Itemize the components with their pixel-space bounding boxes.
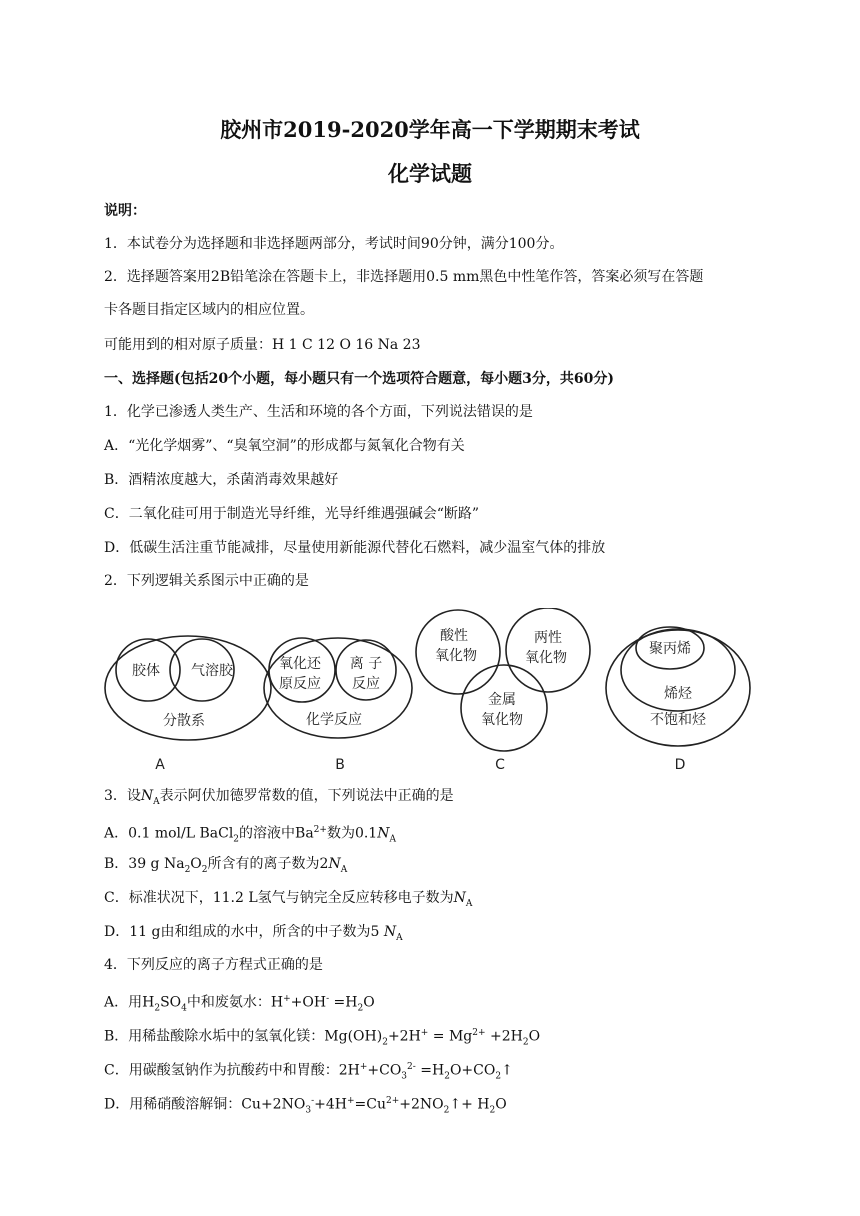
q4-option-c: C．用碳酸氢钠作为抗酸药中和胃酸：$2H^++CO_3^{2-}$ $=H_2O+CO_2↑$	[104, 1062, 513, 1082]
diagB-label-c1a: 氧化还	[279, 656, 321, 672]
diagD-label-mid: 烯烃	[664, 686, 692, 702]
q1-option-b: B．酒精浓度越大，杀菌消毒效果越好	[104, 472, 339, 488]
diagA-label-outer: 分散系	[163, 713, 205, 729]
logic-diagram	[100, 608, 760, 778]
diagC-label-c1a: 酸性	[440, 628, 468, 644]
diagA-label-c1: 胶体	[132, 663, 160, 679]
diagB-label-c2b: 反应	[352, 676, 380, 692]
diagD-label-inner: 聚丙烯	[649, 641, 691, 657]
diagB-label-c2a: 离 子	[349, 656, 383, 672]
q4-option-d: D．用稀硝酸溶解铜：$Cu+2NO_3^-+4H^+=Cu^{2+}+2NO_2↑+ H_2O$	[104, 1096, 507, 1116]
q3-option-a: A．0.1 mol/L BaCl$_2$的溶液中$Ba^{2+}$数为$0.1N_A$	[104, 825, 396, 845]
note-2b: 卡各题目指定区域内的相应位置。	[104, 302, 314, 318]
q4-stem: 4．下列反应的离子方程式正确的是	[104, 957, 323, 973]
diagA-label-c2: 气溶胶	[191, 663, 233, 679]
diagC-label-c2a: 两性	[534, 630, 562, 646]
q3-option-b: B．39 g $Na_2O_2$所含有的离子数为$2N_A$	[104, 856, 348, 875]
diagB-label-outer: 化学反应	[306, 712, 362, 728]
q3-option-c: C．标准状况下，11.2 L氢气与钠完全反应转移电子数为$N_A$	[104, 890, 473, 909]
notes-heading: 说明：	[104, 203, 146, 219]
diagD-letter: D	[674, 757, 686, 773]
diagA-letter: A	[155, 757, 165, 773]
section-heading: 一、选择题(包括20个小题，每小题只有一个选项符合题意，每小题3分，共60分)	[104, 371, 614, 387]
diagB-letter: B	[335, 757, 345, 773]
q1-stem: 1．化学已渗透人类生产、生活和环境的各个方面，下列说法错误的是	[104, 404, 533, 420]
diagD-label-outer: 不饱和烃	[650, 712, 706, 728]
q1-option-a: A．“光化学烟雾”、“臭氧空洞”的形成都与氮氧化合物有关	[104, 438, 465, 454]
diagC-circle3	[461, 665, 547, 751]
q1-option-c: C．二氧化硅可用于制造光导纤维，光导纤维遇强碱会“断路”	[104, 506, 480, 522]
q4-option-b: B．用稀盐酸除水垢中的氢氧化镁：$Mg(OH)_2+2H^+ = Mg^{2+} +2H_2O$	[104, 1028, 541, 1048]
diagB-label-c1b: 原反应	[279, 676, 321, 692]
atomic-mass-line: 可能用到的相对原子质量：H 1 C 12 O 16 Na 23	[104, 337, 421, 353]
diagC-label-c3a: 金属	[488, 692, 516, 708]
page-subtitle: 化学试题	[388, 161, 472, 186]
note-2a: 2．选择题答案用2B铅笔涂在答题卡上，非选择题用0.5 mm黑色中性笔作答，答案必须写在答题	[104, 269, 704, 285]
q4-option-a: A．用$H_2SO_4$中和废氨水：$H^++OH^- =H_2O$	[104, 994, 375, 1014]
q2-stem: 2．下列逻辑关系图示中正确的是	[104, 573, 309, 589]
diagC-label-c2b: 氧化物	[525, 650, 567, 666]
diagC-label-c1b: 氧化物	[435, 648, 477, 664]
note-1: 1．本试卷分为选择题和非选择题两部分，考试时间90分钟，满分100分。	[104, 236, 564, 252]
q3-stem: 3．设$N_A$表示阿伏加德罗常数的值，下列说法中正确的是	[104, 788, 454, 807]
q3-option-d: D．11 g由和组成的水中，所含的中子数为5 $N_A$	[104, 924, 403, 943]
diagC-label-c3b: 氧化物	[481, 712, 523, 728]
q1-option-d: D．低碳生活注重节能减排，尽量使用新能源代替化石燃料，减少温室气体的排放	[104, 540, 606, 556]
page-title: 胶州市2019-2020学年高一下学期期末考试	[220, 117, 640, 142]
diagC-letter: C	[495, 757, 505, 773]
